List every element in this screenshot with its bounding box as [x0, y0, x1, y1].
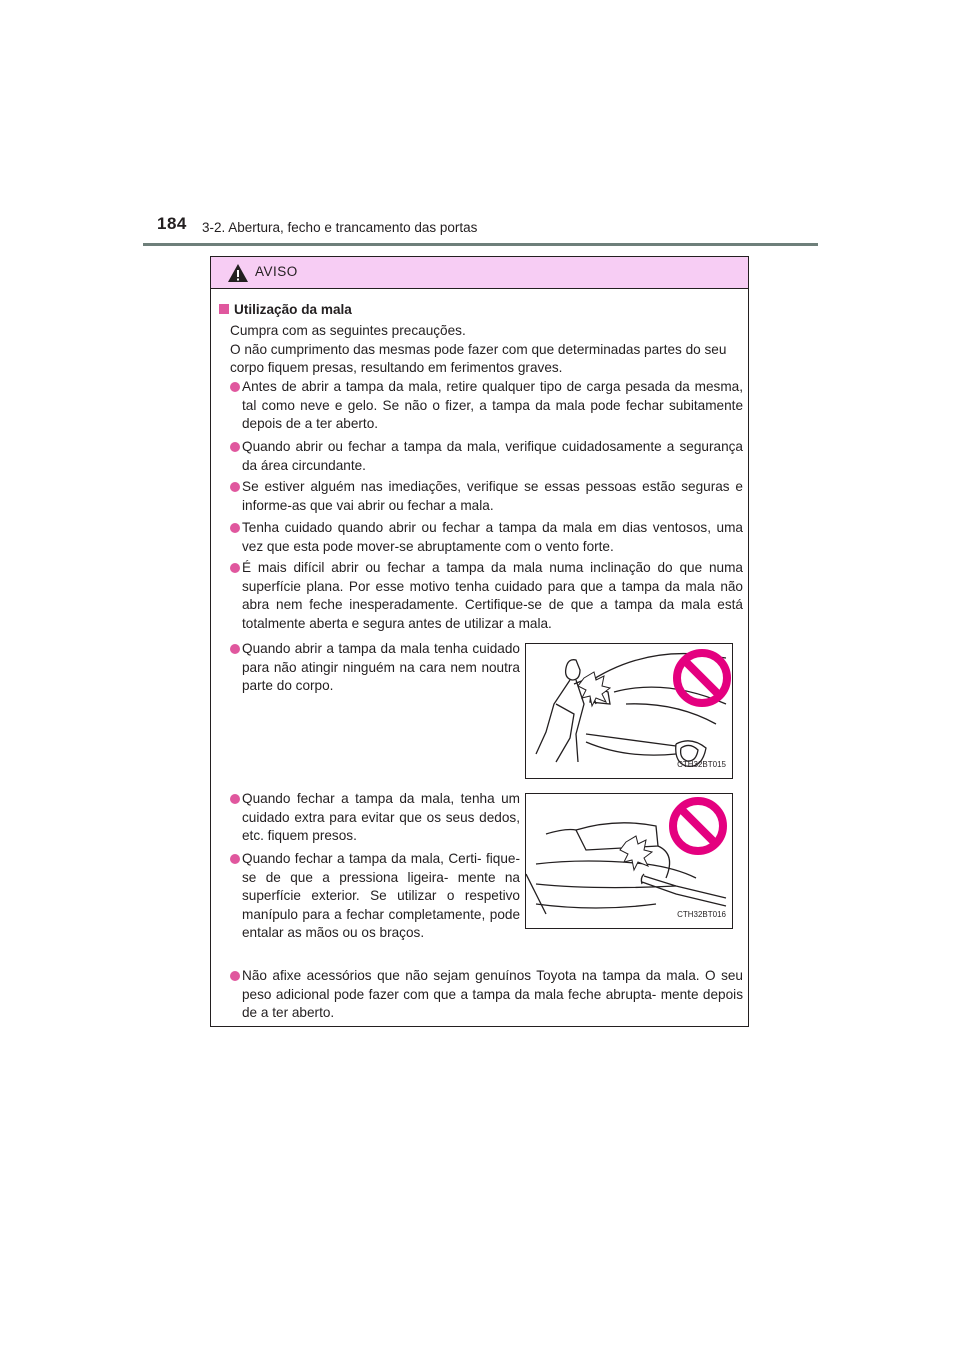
bullet-dot-icon [230, 482, 240, 492]
bullet-dot-icon [230, 644, 240, 654]
bullet-dot-icon [230, 523, 240, 533]
warning-content [211, 288, 748, 1026]
warning-label: AVISO [255, 264, 298, 279]
bullet-text: Quando fechar a tampa da mala, tenha um cuidado extra para evitar que os seus dedos, etc. fiquem presos. [242, 791, 520, 844]
bullet-item [230, 438, 743, 475]
bullet-item [230, 519, 743, 556]
subheading-text: Utilização da mala [234, 302, 352, 317]
figure-code: CTH32BT016 [677, 910, 726, 920]
bullet-text: É mais difícil abrir ou fechar a tampa da mala numa inclinação do que numa superfície plana. Por esse motivo tenha cuidado para que a tampa da mala não abra nem feche inesperadamente. Certifique-se de que a tampa da mala está totalmente aberta e segura antes de utilizar a mala. [242, 560, 743, 631]
section-title: 3-2. Abertura, fecho e trancamento das portas [202, 220, 478, 235]
prohibition-icon [673, 801, 723, 851]
bullet-text: Tenha cuidado quando abrir ou fechar a tampa da mala em dias ventosos, uma vez que esta pode mover-se abruptamente com o vento forte. [242, 520, 743, 554]
bullet-dot-icon [230, 382, 240, 392]
header-rule [143, 243, 818, 246]
intro-line: O não cumprimento das mesmas pode fazer com que determinadas partes do seu corpo fiquem presas, resultando em ferimentos graves. [230, 341, 727, 376]
bullet-dot-icon [230, 971, 240, 981]
warning-triangle-icon [227, 263, 249, 283]
page-number: 184 [157, 214, 187, 233]
bullet-text: Quando fechar a tampa da mala, Certi- fique-se de que a pressiona ligeira- mente na superfície exterior. Se utilizar o respetivo manípulo para a fechar completamente, pode entalar as mãos ou os braços. [242, 851, 520, 941]
intro-text [230, 322, 750, 378]
trunk-closing-illustration [525, 793, 733, 929]
intro-line: Cumpra com as seguintes precauções. [230, 323, 466, 338]
square-bullet-icon [219, 304, 229, 314]
bullet-dot-icon [230, 442, 240, 452]
bullet-dot-icon [230, 794, 240, 804]
bullet-item [230, 790, 520, 846]
bullet-item [230, 478, 743, 515]
bullet-item [230, 559, 743, 633]
bullet-text: Antes de abrir a tampa da mala, retire qualquer tipo de carga pesada da mesma, tal como neve e gelo. Se não o fizer, a tampa da mala pode fechar subitamente depois de a ter aberto. [242, 379, 743, 432]
warning-header [211, 257, 748, 289]
bullet-text: Não afixe acessórios que não sejam genuínos Toyota na tampa da mala. O seu peso adicional pode fazer com que a tampa da mala feche abrupta- mente depois de a ter aberto. [242, 968, 743, 1021]
subheading [219, 301, 352, 320]
figure-code: CTH32BT015 [677, 760, 726, 770]
bullet-item [230, 378, 743, 434]
warning-box [210, 256, 749, 1027]
bullet-item [230, 640, 520, 696]
bullet-text: Quando abrir ou fechar a tampa da mala, verifique cuidadosamente a segurança da área circundante. [242, 439, 743, 473]
bullet-dot-icon [230, 854, 240, 864]
bullet-item [230, 967, 743, 1023]
bullet-dot-icon [230, 563, 240, 573]
bullet-item [230, 850, 520, 943]
bullet-text: Quando abrir a tampa da mala tenha cuidado para não atingir ninguém na cara nem noutra parte do corpo. [242, 641, 520, 694]
bullet-text: Se estiver alguém nas imediações, verifique se essas pessoas estão seguras e informe-as que vai abrir ou fechar a mala. [242, 479, 743, 513]
trunk-opening-illustration [525, 643, 733, 779]
